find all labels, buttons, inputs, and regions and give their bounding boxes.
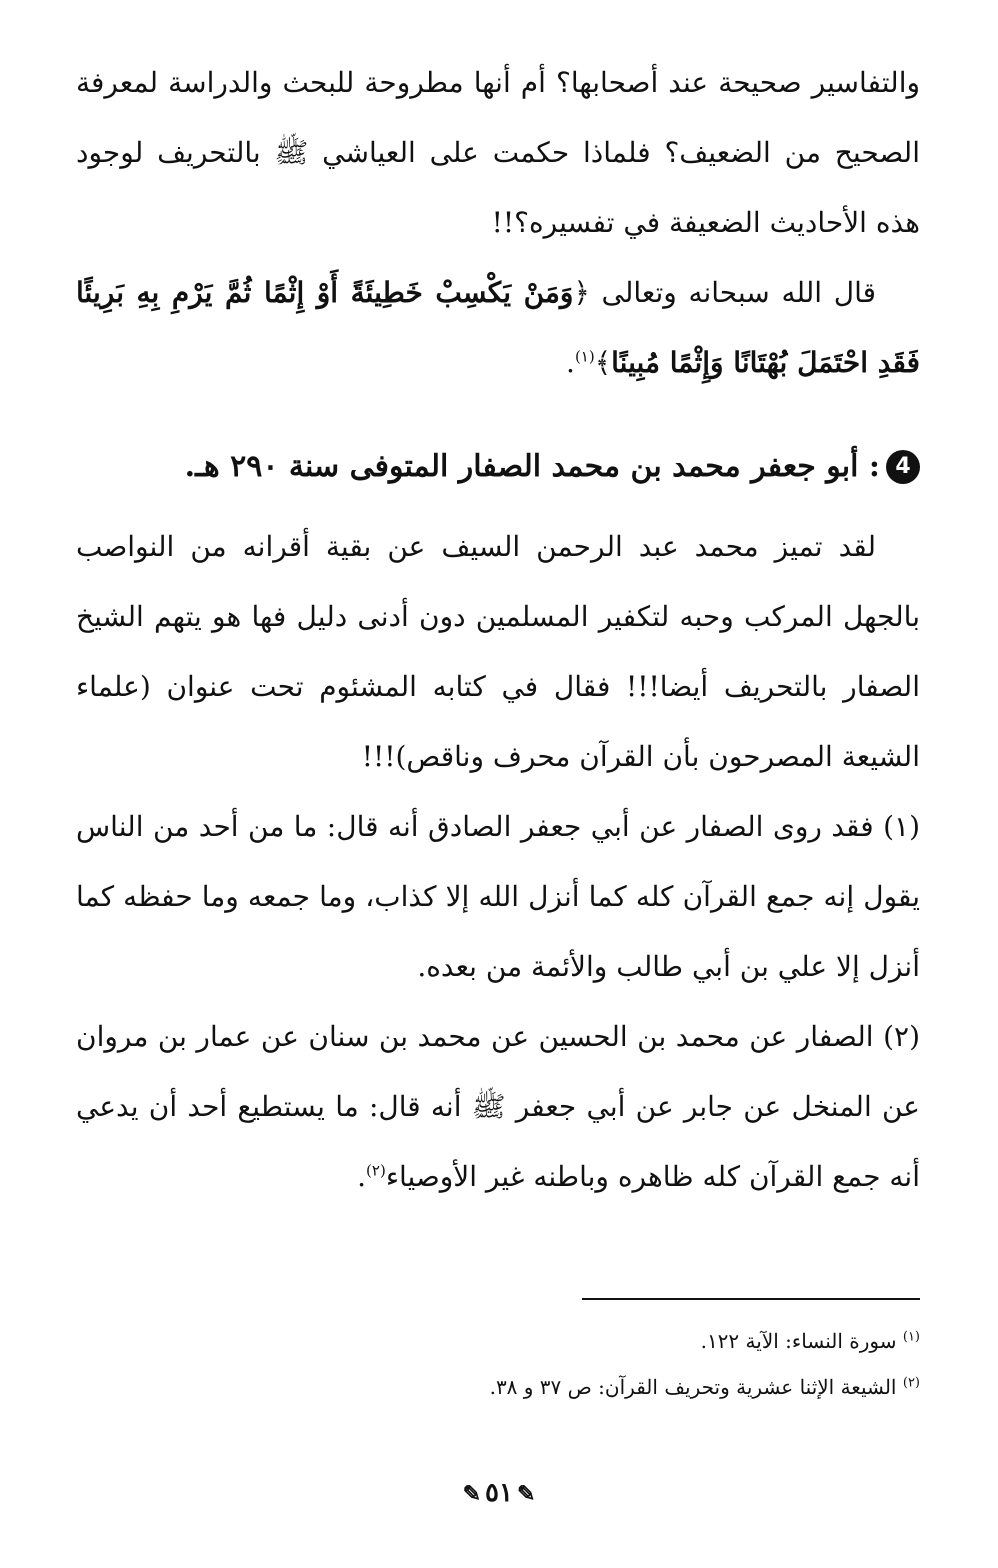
footnote-marker-1: (١) [574,347,595,366]
ornament-right-icon: ✎ [516,1481,536,1507]
quran-verse: وَمَنْ يَكْسِبْ خَطِيئَةً أَوْ إِثْمًا ثُمَّ يَرْمِ بِهِ بَرِيئًا فَقَدِ احْتَمَلَ بُهْتَانًا وَإِثْمًا مُبِينًا [76,276,920,379]
footnote-2 [76,1364,920,1410]
page-number [0,1478,998,1508]
page-body [76,48,920,1212]
section-heading-text: : أبو جعفر محمد بن محمد الصفار المتوفى سنة ٢٩٠ هـ. [184,449,880,484]
footnote-separator [582,1298,920,1300]
verse-close-bracket: ﴾ [594,346,612,379]
verse-end-punct: . [566,346,575,379]
footnote-1 [76,1318,920,1364]
verse-open-bracket: ﴿ [573,276,590,309]
paragraph-narration-1: (١) فقد روى الصفار عن أبي جعفر الصادق أنه قال: ما من أحد من الناس يقول إنه جمع القرآن كله كما أنزل الله إلا كذاب، وما جمعه وما حفظه كما أنزل إلا علي بن أبي طالب والأئمة من بعده. [76,810,920,983]
footnote-1-marker: (١) [902,1329,920,1345]
paragraph-narration-2 [76,1002,920,1212]
verse-intro: قال الله سبحانه وتعالى [601,276,876,309]
section-heading [76,432,920,502]
footnote-marker-2: (٢) [366,1161,386,1180]
footnotes [76,1318,920,1410]
footnote-2-marker: (٢) [902,1375,920,1391]
footnote-2-text: الشيعة الإثنا عشرية وتحريف القرآن: ص ٣٧ و ٣٨. [489,1375,897,1399]
paragraph-verse [76,258,920,398]
paragraph-intro: والتفاسير صحيحة عند أصحابها؟ أم أنها مطروحة للبحث والدراسة لمعرفة الصحيح من الضعيف؟ فلماذا حكمت على العياشي ﷺ بالتحريف لوجود هذه الأحاديث الضعيفة في تفسيره؟!! [76,66,920,239]
page-number-value: ٥١ [485,1478,513,1508]
section-number-badge: 4 [886,450,920,484]
narration-2-end: . [357,1160,367,1193]
footnote-1-text: سورة النساء: الآية ١٢٢. [700,1329,897,1353]
paragraph-accusation: لقد تميز محمد عبد الرحمن السيف عن بقية أقرانه من النواصب بالجهل المركب وحبه لتكفير المسلمين دون أدنى دليل فها هو يتهم الشيخ الصفار بالتحريف أيضا!!! فقال في كتابه المشئوم تحت عنوان (علماء الشيعة المصرحون بأن القرآن محرف وناقص)!!! [76,530,920,773]
narration-2-text: (٢) الصفار عن محمد بن الحسين عن محمد بن سنان عن عمار بن مروان عن المنخل عن جابر عن أبي جعفر ﷺ أنه قال: ما يستطيع أحد أن يدعي أنه جمع القرآن كله ظاهره وباطنه غير الأوصياء [76,1020,920,1193]
ornament-left-icon: ✎ [462,1481,482,1507]
